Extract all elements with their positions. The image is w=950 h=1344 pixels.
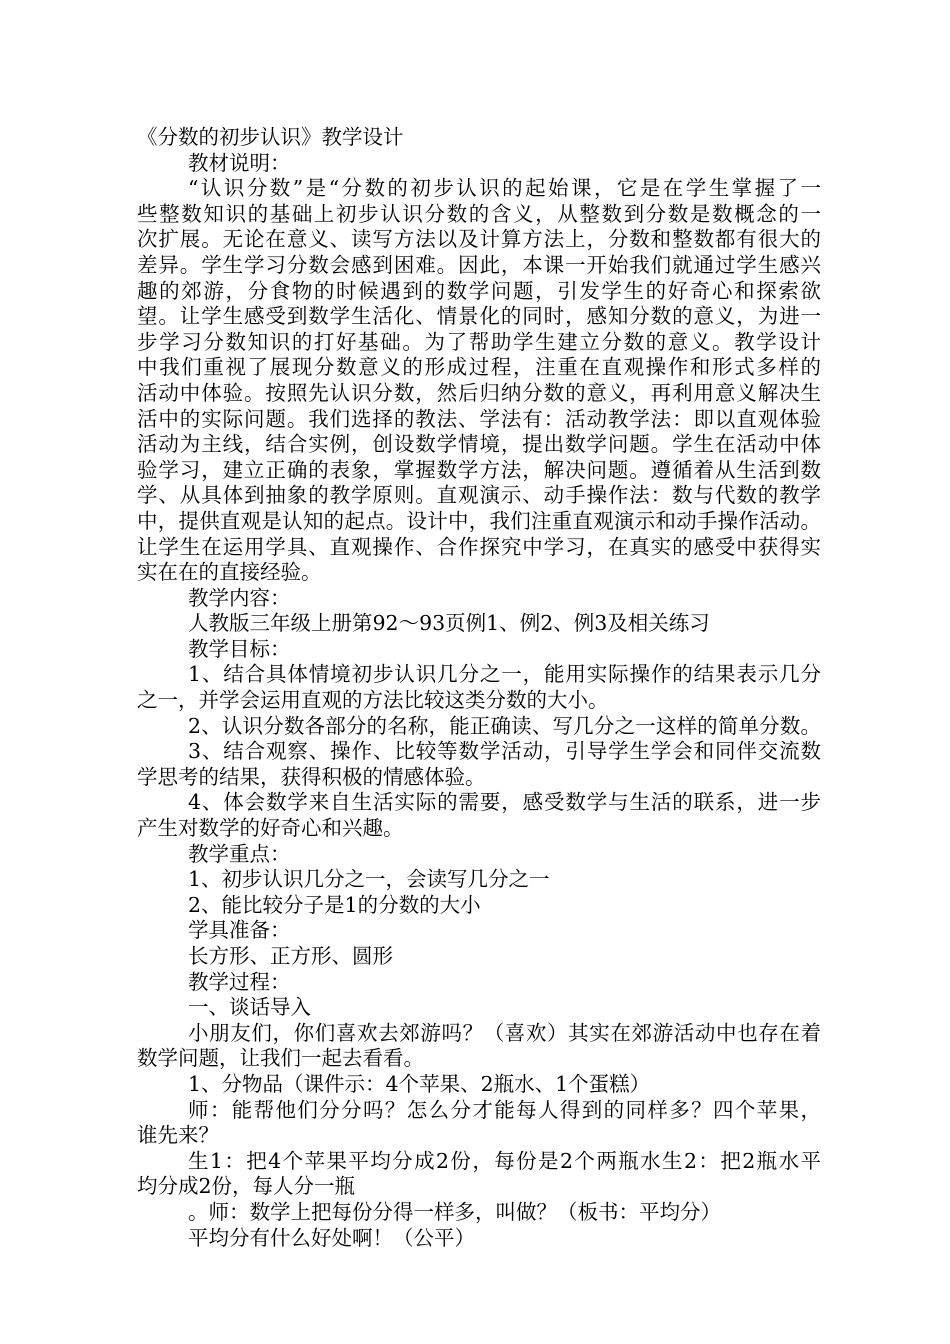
text-line: 教学目标：	[188, 636, 291, 661]
text-line: 之一，并学会运用直观的方法比较这类分数的大小。	[137, 688, 609, 713]
text-line: 。师：数学上把每份分得一样多，叫做？（板书：平均分）	[188, 1199, 721, 1224]
text-line: 谁先来？	[137, 1123, 219, 1148]
text-line: 步学习分数知识的打好基础。为了帮助学生建立分数的意义。教学设计	[137, 329, 821, 354]
text-line: 师：能帮他们分分吗？怎么分才能每人得到的同样多？四个苹果，	[188, 1097, 821, 1122]
text-line: 平均分有什么好处啊！（公平）	[188, 1225, 475, 1250]
text-line: 学思考的结果，获得积极的情感体验。	[137, 764, 486, 789]
text-line: 让学生在运用学具、直观操作、合作探究中学习，在真实的感受中获得实	[137, 534, 821, 559]
text-line: 人教版三年级上册第92～93页例1、例2、例3及相关练习	[188, 611, 710, 636]
text-line: 教学内容：	[188, 585, 291, 610]
text-line: 趣的郊游，分食物的时候遇到的数学问题，引发学生的好奇心和探索欲	[137, 278, 821, 303]
text-line: 活动为主线，结合实例，创设数学情境，提出数学问题。学生在活动中体	[137, 432, 821, 457]
text-line: 数学问题，让我们一起去看看。	[137, 1046, 424, 1071]
document-title: 《分数的初步认识》教学设计	[137, 125, 404, 149]
text-line: 产生对数学的好奇心和兴趣。	[137, 816, 404, 841]
text-line: 教学重点：	[188, 841, 291, 866]
text-line: 小朋友们，你们喜欢去郊游吗？（喜欢）其实在郊游活动中也存在着	[188, 1020, 821, 1045]
text-line: 些整数知识的基础上初步认识分数的含义，从整数到分数是数概念的一	[137, 201, 821, 226]
text-line: 长方形、正方形、圆形	[188, 944, 393, 968]
text-line: 中我们重视了展现分数意义的形成过程，注重在直观操作和形式多样的	[137, 355, 821, 380]
text-line: 学、从具体到抽象的教学原则。直观演示、动手操作法：数与代数的教学	[137, 483, 821, 508]
text-line: 2、能比较分子是1的分数的大小	[188, 892, 481, 917]
text-line: 活中的实际问题。我们选择的教法、学法有：活动教学法：即以直观体验	[137, 406, 821, 431]
text-line: 2、认识分数各部分的名称，能正确读、写几分之一这样的简单分数。	[188, 713, 821, 738]
text-line: 次扩展。无论在意义、读写方法以及计算方法上，分数和整数都有很大的	[137, 227, 821, 252]
text-line: 中，提供直观是认知的起点。设计中，我们注重直观演示和动手操作活动。	[137, 508, 821, 533]
text-line: 4、体会数学来自生活实际的需要，感受数学与生活的联系，进一步	[188, 790, 821, 815]
document-page	[137, 125, 821, 1251]
text-line: 验学习，建立正确的表象，掌握数学方法，解决问题。遵循着从生活到数	[137, 457, 821, 482]
text-line: 均分成2份，每人分一瓶	[137, 1174, 356, 1199]
text-line: 1、分物品（课件示：4个苹果、2瓶水、1个蛋糕）	[188, 1071, 651, 1096]
text-line: 教学过程：	[188, 969, 291, 994]
text-line: 学具准备：	[188, 918, 291, 943]
text-line: 实在在的直接经验。	[137, 560, 322, 585]
text-line: 生1：把4个苹果平均分成2份，每份是2个两瓶水生2：把2瓶水平	[188, 1148, 821, 1173]
text-line: 活动中体验。按照先认识分数，然后归纳分数的意义，再利用意义解决生	[137, 380, 821, 405]
text-line: 差异。学生学习分数会感到困难。因此，本课一开始我们就通过学生感兴	[137, 252, 821, 277]
text-line: 望。让学生感受到数学生活化、情景化的同时，感知分数的意义，为进一	[137, 304, 821, 329]
text-line: “认识分数”是“分数的初步认识的起始课，它是在学生掌握了一	[188, 176, 821, 201]
text-line: 1、初步认识几分之一，会读写几分之一	[188, 867, 550, 892]
text-line: 3、结合观察、操作、比较等数学活动，引导学生学会和同伴交流数	[188, 739, 821, 764]
text-line: 教材说明：	[188, 150, 291, 175]
text-line: 一、谈话导入	[188, 995, 311, 1020]
text-line: 1、结合具体情境初步认识几分之一，能用实际操作的结果表示几分	[188, 662, 821, 687]
